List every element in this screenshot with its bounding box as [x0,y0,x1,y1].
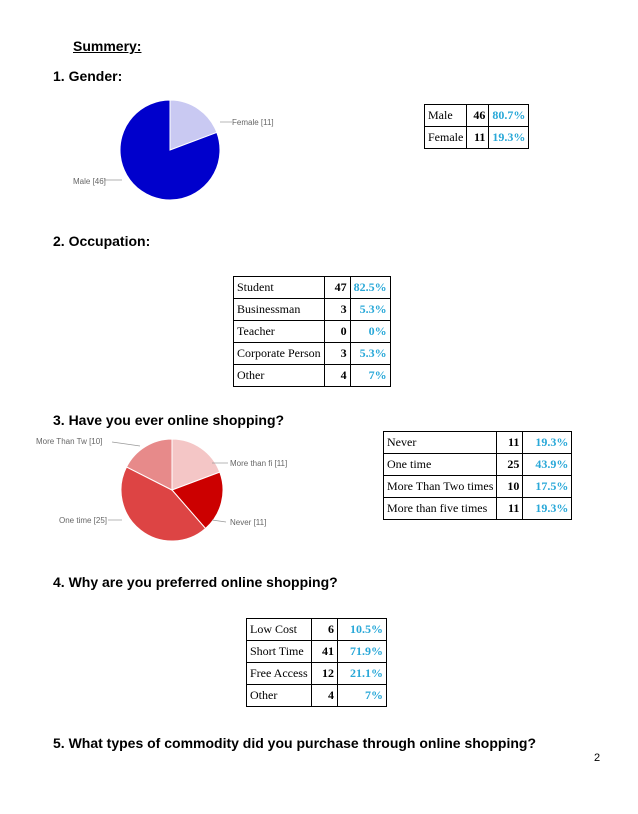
table-row [384,476,572,498]
cell-percent: 19.3% [523,498,572,520]
cell-label: Student [234,277,325,299]
table-row [384,454,572,476]
cell-count: 12 [312,663,338,685]
cell-label: Corporate Person [234,343,325,365]
cell-percent: 19.3% [523,432,572,454]
cell-percent: 7% [350,365,390,387]
more-than-two-leader-line [112,442,140,446]
table-row [425,127,529,149]
reason-table [246,618,387,707]
table-row [384,498,572,520]
question-commodity-types: 5. What types of commodity did you purchase through online shopping? [53,735,537,751]
cell-count: 4 [324,365,350,387]
cell-percent: 7% [338,685,387,707]
cell-label: Low Cost [247,619,312,641]
cell-count: 10 [497,476,523,498]
cell-count: 11 [497,498,523,520]
cell-percent: 10.5% [338,619,387,641]
never-slice-label: Never [11] [230,518,267,527]
table-row [425,105,529,127]
never-leader-line [212,520,226,522]
gender-pie-slices [120,100,220,200]
shopping-pie-chart [30,430,360,545]
page-number: 2 [594,752,601,764]
table-row [234,343,391,365]
cell-percent: 71.9% [338,641,387,663]
cell-percent: 17.5% [523,476,572,498]
table-row [247,663,387,685]
cell-count: 4 [312,685,338,707]
cell-count: 11 [467,127,489,149]
cell-label: More Than Two times [384,476,497,498]
cell-percent: 5.3% [350,343,390,365]
table-row [384,432,572,454]
cell-label: Other [234,365,325,387]
cell-count: 46 [467,105,489,127]
question-preferred-reason: 4. Why are you preferred online shopping? [53,574,338,590]
more-than-two-slice-label: More Than Tw [10] [36,437,103,446]
table-row [234,299,391,321]
question-gender: 1. Gender: [53,68,123,84]
cell-count: 41 [312,641,338,663]
question-online-shopping: 3. Have you ever online shopping? [53,412,285,428]
cell-percent: 43.9% [523,454,572,476]
table-row [234,365,391,387]
cell-percent: 80.7% [489,105,529,127]
table-row [247,619,387,641]
female-slice-label: Female [11] [232,118,274,127]
cell-count: 6 [312,619,338,641]
cell-label: Free Access [247,663,312,685]
table-row [234,321,391,343]
cell-label: One time [384,454,497,476]
cell-count: 11 [497,432,523,454]
page-title: Summery: [73,38,142,54]
gender-table [424,104,529,149]
occupation-table [233,276,391,387]
shopping-pie-slices [121,439,223,541]
cell-label: Teacher [234,321,325,343]
gender-pie-chart [60,100,320,205]
cell-label: Businessman [234,299,325,321]
cell-percent: 0% [350,321,390,343]
cell-label: More than five times [384,498,497,520]
cell-label: Male [425,105,467,127]
cell-percent: 82.5% [350,277,390,299]
male-slice-label: Male [46] [73,177,106,186]
table-row [247,641,387,663]
cell-percent: 19.3% [489,127,529,149]
cell-count: 25 [497,454,523,476]
cell-count: 47 [324,277,350,299]
cell-percent: 21.1% [338,663,387,685]
cell-label: Never [384,432,497,454]
table-row [247,685,387,707]
cell-label: Other [247,685,312,707]
table-row [234,277,391,299]
one-time-slice-label: One time [25] [59,516,108,525]
cell-count: 3 [324,299,350,321]
cell-count: 3 [324,343,350,365]
cell-percent: 5.3% [350,299,390,321]
question-occupation: 2. Occupation: [53,233,151,249]
cell-count: 0 [324,321,350,343]
shopping-table [383,431,572,520]
cell-label: Short Time [247,641,312,663]
more-than-five-slice-label: More than fi [11] [230,459,288,468]
cell-label: Female [425,127,467,149]
